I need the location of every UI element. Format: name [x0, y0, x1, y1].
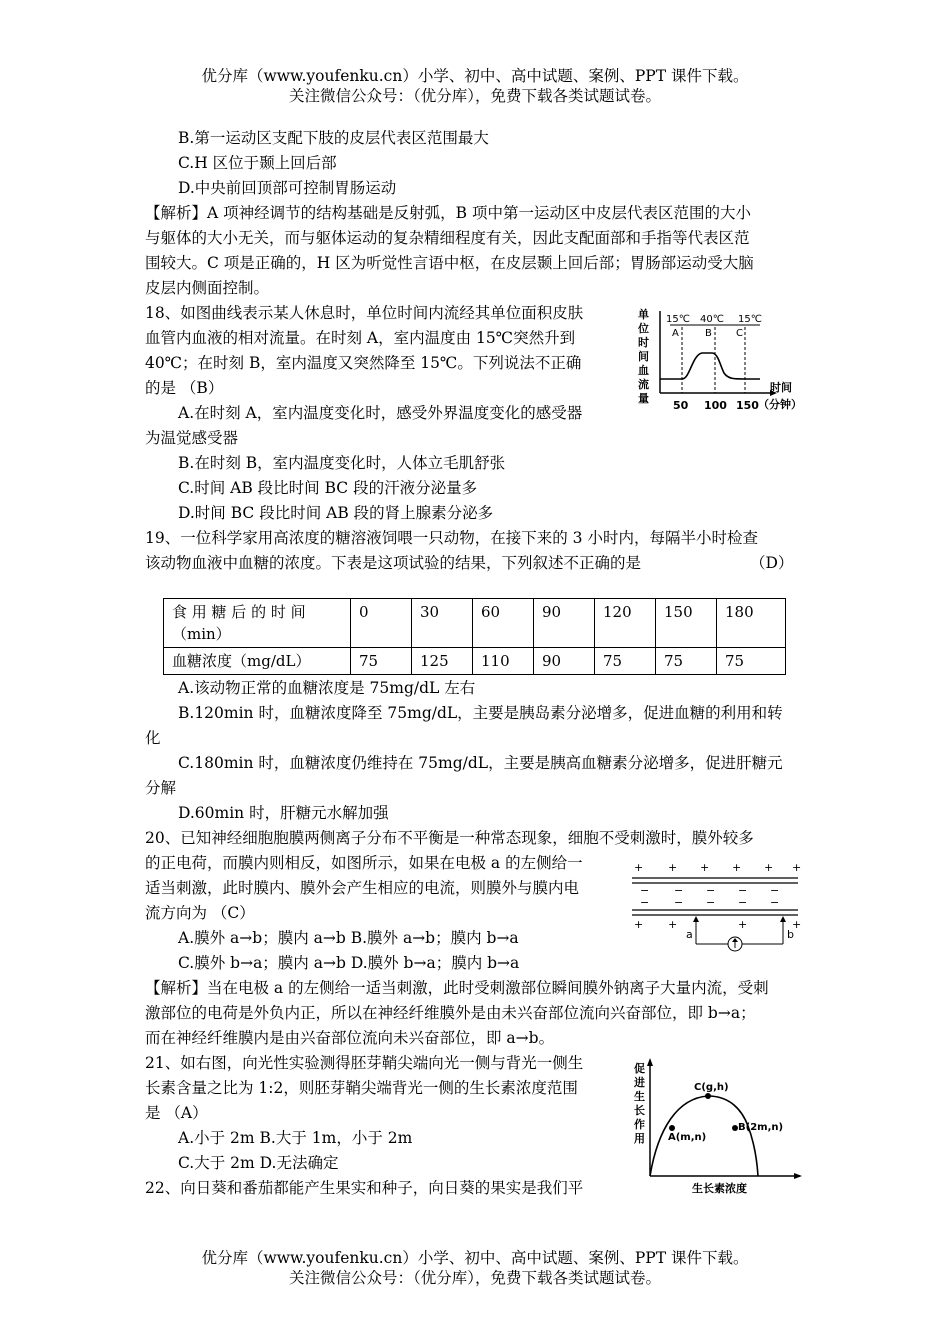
chart-ylabel-char: 位 — [638, 322, 649, 335]
temp-label: 15℃ — [738, 314, 762, 325]
chart-ylabel-char: 进 — [634, 1076, 645, 1089]
q20-options-cd: C.膜外 b→a；膜内 a→b D.膜外 b→a；膜内 b→a — [178, 954, 520, 972]
blood-flow-curve — [660, 353, 760, 379]
electrode-a-label: a — [686, 928, 693, 941]
q21-stem-line: 21、如右图，向光性实验测得胚芽鞘尖端向光一侧与背光一侧生 — [145, 1054, 584, 1072]
q17-option-d: D.中央前回顶部可控制胃肠运动 — [178, 179, 397, 197]
q20-stem-line: 适当刺激，此时膜内、膜外会产生相应的电流，则膜外与膜内电 — [145, 879, 580, 897]
q20-analysis-line: 激部位的电荷是外负内正，所以在神经纤维膜外是由未兴奋部位流向兴奋部位，即 b→a； — [145, 1004, 756, 1022]
table-cell: 30 — [412, 599, 473, 648]
chart-ylabel-char: 作 — [634, 1118, 645, 1131]
table-row — [164, 648, 786, 675]
q18-stem-line: 40℃；在时刻 B，室内温度又突然降至 15℃。下列说法不正确 — [145, 354, 582, 372]
x-axis-label: 时间 — [770, 381, 792, 394]
temp-label: 40℃ — [700, 314, 724, 325]
q17-analysis-line: 围较大。C 项是正确的，H 区为听觉性言语中枢，在皮层颞上回后部；胃肠部运动受大脑 — [145, 254, 754, 272]
blood-sugar-table — [163, 598, 786, 675]
table-cell: 60 — [473, 599, 534, 648]
q19-option-b-cont: 化 — [145, 729, 161, 747]
table-cell: 75 — [595, 648, 656, 675]
svg-text:−: − — [674, 884, 684, 897]
x-axis-unit: （分钟） — [758, 398, 802, 411]
footer-line-1: 优分库（www.youfenku.cn）小学、初中、高中试题、案例、PPT 课件下载。 — [201, 1249, 749, 1267]
q18-option-a: A.在时刻 A，室内温度变化时，感受外界温度变化的感受器 — [178, 404, 583, 422]
x-tick-label: 50 — [673, 399, 689, 412]
svg-text:−: − — [674, 896, 684, 909]
q21-stem-line: 是 （A） — [145, 1104, 208, 1122]
svg-text:−: − — [738, 884, 748, 897]
q19-option-d: D.60min 时，肝糖元水解加强 — [178, 804, 389, 822]
header-line-1: 优分库（www.youfenku.cn）小学、初中、高中试题、案例、PPT 课件下载。 — [201, 67, 749, 85]
table-cell: 90 — [534, 599, 595, 648]
svg-text:+: + — [634, 861, 644, 874]
q17-option-b: B.第一运动区支配下肢的皮层代表区范围最大 — [178, 129, 489, 147]
header-line-2: 关注微信公众号：（优分库），免费下载各类试题试卷。 — [288, 87, 661, 105]
point-a — [669, 1125, 675, 1131]
temp-label: 15℃ — [666, 314, 690, 325]
q21-options-ab: A.小于 2m B.大于 1m，小于 2m — [178, 1129, 413, 1147]
q19-option-c: C.180min 时，血糖浓度仍维持在 75mg/dL，主要是胰高血糖素分泌增多，促进肝糖元 — [178, 754, 783, 772]
x-tick-label: 150 — [736, 399, 759, 412]
electrode-b-label: b — [787, 928, 794, 941]
chart-ylabel-char: 血 — [638, 364, 649, 377]
svg-text:+: + — [764, 861, 774, 874]
q17-analysis-line: 皮层内侧面控制。 — [145, 279, 270, 297]
chart-ylabel-char: 促 — [634, 1062, 645, 1075]
svg-text:+: + — [738, 918, 748, 931]
svg-text:−: − — [738, 896, 748, 909]
q18-option-b: B.在时刻 B，室内温度变化时，人体立毛肌舒张 — [178, 454, 506, 472]
x-tick-label: 100 — [704, 399, 727, 412]
q17-analysis-line: 【解析】A 项神经调节的结构基础是反射弧，B 项中第一运动区中皮层代表区范围的大小 — [145, 204, 751, 222]
q19-stem-line: 19、一位科学家用高浓度的糖溶液饲喂一只动物，在接下来的 3 小时内，每隔半小时检查 — [145, 529, 758, 547]
chart-ylabel-char: 时 — [638, 336, 649, 349]
q19-option-b: B.120min 时，血糖浓度降至 75mg/dL，主要是胰岛素分泌增多，促进血糖的利用和转 — [178, 704, 783, 722]
q21-options-cd: C.大于 2m D.无法确定 — [178, 1154, 339, 1172]
table-cell: 90 — [534, 648, 595, 675]
svg-text:−: − — [640, 896, 650, 909]
point-label: B — [705, 328, 712, 339]
table-header-cell: 血糖浓度（mg/dL） — [164, 648, 351, 675]
svg-text:−: − — [770, 896, 780, 909]
svg-text:+: + — [792, 918, 802, 931]
q19-answer: （D） — [750, 554, 794, 572]
svg-text:+: + — [634, 918, 644, 931]
table-cell: 0 — [351, 599, 412, 648]
table-cell: 75 — [717, 648, 786, 675]
point-b-label: B(2m,n) — [738, 1122, 784, 1133]
table-cell: 110 — [473, 648, 534, 675]
q18-stem-line: 18、如图曲线表示某人休息时，单位时间内流经其单位面积皮肤 — [145, 304, 584, 322]
q17-option-c: C.H 区位于颞上回后部 — [178, 154, 337, 172]
q18-stem-line: 血管内血液的相对流量。在时刻 A，室内温度由 15℃突然升到 — [145, 329, 576, 347]
table-cell: 75 — [656, 648, 717, 675]
point-c-label: C(g,h) — [694, 1082, 729, 1093]
svg-text:−: − — [706, 896, 716, 909]
blood-flow-chart — [632, 305, 812, 423]
table-cell: 150 — [656, 599, 717, 648]
q21-stem-line: 长素含量之比为 1:2，则胚芽鞘尖端背光一侧的生长素浓度范围 — [145, 1079, 578, 1097]
q18-option-c: C.时间 AB 段比时间 BC 段的汗液分泌量多 — [178, 479, 478, 497]
svg-text:−: − — [640, 884, 650, 897]
chart-ylabel-char: 单 — [638, 308, 649, 321]
svg-text:−: − — [770, 884, 780, 897]
chart-ylabel-char: 量 — [638, 392, 649, 405]
q19-option-a: A.该动物正常的血糖浓度是 75mg/dL 左右 — [178, 679, 476, 697]
point-label: A — [672, 328, 679, 339]
chart-ylabel-char: 长 — [634, 1104, 645, 1117]
chart-ylabel-char: 间 — [638, 350, 649, 363]
svg-text:−: − — [706, 884, 716, 897]
q18-option-d: D.时间 BC 段比时间 AB 段的肾上腺素分泌多 — [178, 504, 494, 522]
q20-analysis-line: 【解析】当在电极 a 的左侧给一适当刺激，此时受刺激部位瞬间膜外钠离子大量内流，受刺 — [145, 979, 769, 997]
nerve-fiber-diagram — [630, 858, 805, 954]
q19-stem-line: 该动物血液中血糖的浓度。下表是这项试验的结果，下列叙述不正确的是 — [145, 554, 642, 572]
svg-text:+: + — [668, 861, 678, 874]
svg-text:+: + — [700, 861, 710, 874]
q20-stem-line: 流方向为 （C） — [145, 904, 255, 922]
table-cell: 75 — [351, 648, 412, 675]
svg-text:+: + — [732, 861, 742, 874]
q20-options-ab: A.膜外 a→b；膜内 a→b B.膜外 a→b；膜内 b→a — [178, 929, 519, 947]
auxin-chart — [630, 1058, 810, 1198]
chart-ylabel-char: 流 — [638, 378, 649, 391]
q20-analysis-line: 而在神经纤维膜内是由兴奋部位流向未兴奋部位，即 a→b。 — [145, 1029, 555, 1047]
table-cell: 180 — [717, 599, 786, 648]
footer-line-2: 关注微信公众号：（优分库），免费下载各类试题试卷。 — [288, 1269, 661, 1287]
x-axis-label: 生长素浓度 — [692, 1182, 747, 1195]
table-row — [164, 599, 786, 648]
table-cell: 120 — [595, 599, 656, 648]
svg-text:+: + — [792, 861, 802, 874]
q18-option-a-cont: 为温觉感受器 — [145, 429, 239, 447]
table-header-cell: 食 用 糖 后 的 时 间 （min） — [164, 599, 351, 648]
q20-stem-line: 20、已知神经细胞胞膜两侧离子分布不平衡是一种常态现象，细胞不受刺激时，膜外较多 — [145, 829, 754, 847]
q19-option-c-cont: 分解 — [145, 779, 177, 797]
chart-ylabel-char: 用 — [634, 1132, 645, 1145]
q20-stem-line: 的正电荷，而膜内则相反，如图所示，如果在电极 a 的左侧给一 — [145, 854, 583, 872]
q17-analysis-line: 与躯体的大小无关，而与躯体运动的复杂精细程度有关，因此支配面部和手指等代表区范 — [145, 229, 750, 247]
point-c — [705, 1093, 711, 1099]
point-a-label: A(m,n) — [668, 1132, 707, 1143]
svg-text:+: + — [668, 918, 678, 931]
point-label: C — [736, 328, 743, 339]
q18-stem-line: 的是 （B） — [145, 379, 224, 397]
q22-stem-line: 22、向日葵和番茄都能产生果实和种子，向日葵的果实是我们平 — [145, 1179, 584, 1197]
table-cell: 125 — [412, 648, 473, 675]
chart-ylabel-char: 生 — [634, 1090, 645, 1103]
